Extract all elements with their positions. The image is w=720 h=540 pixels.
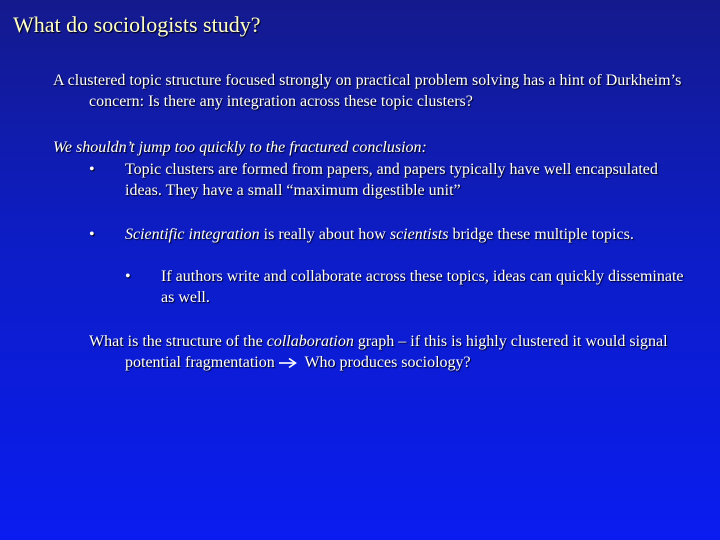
bullet-text-segment: bridge these multiple topics.: [448, 226, 634, 243]
bullet-text: Topic clusters are formed from papers, and papers typically have well encapsulated ideas. They have a small “maximum digestible unit”: [125, 161, 658, 199]
bullet-text: If authors write and collaborate across these topics, ideas can quickly disseminate as well.: [161, 268, 684, 306]
paragraph-durkheim: A clustered topic structure focused strongly on practical problem solving has a hint of Durkheim’s concern: Is there any integration across these topic clusters?: [53, 72, 682, 110]
paragraph-fractured-conclusion: We shouldn’t jump too quickly to the fractured conclusion:: [53, 139, 427, 156]
bullet-scientific-integration: [89, 224, 689, 245]
paragraph-collaboration-graph: [89, 331, 720, 373]
bullet-mark: •: [125, 268, 131, 285]
emphasis-scientific-integration: Scientific integration: [125, 226, 260, 243]
bullet-mark: •: [89, 161, 95, 178]
text-segment: What is the structure of the: [89, 333, 267, 350]
emphasis-scientists: scientists: [389, 226, 449, 243]
bullet-text-segment: is really about how: [259, 226, 390, 243]
bullet-topic-clusters: [89, 159, 689, 201]
text-segment: Who produces sociology?: [300, 354, 471, 371]
text-segment: graph – if this is highly clustered it would signal potential fragmentation: [125, 333, 668, 371]
bullet-mark: •: [89, 226, 95, 243]
emphasis-collaboration: collaboration: [266, 333, 354, 350]
right-arrow-icon: [277, 357, 299, 369]
slide-title: What do sociologists study?: [13, 12, 261, 37]
bullet-text: [125, 224, 634, 245]
sub-bullet-authors-collaborate: [125, 266, 685, 308]
